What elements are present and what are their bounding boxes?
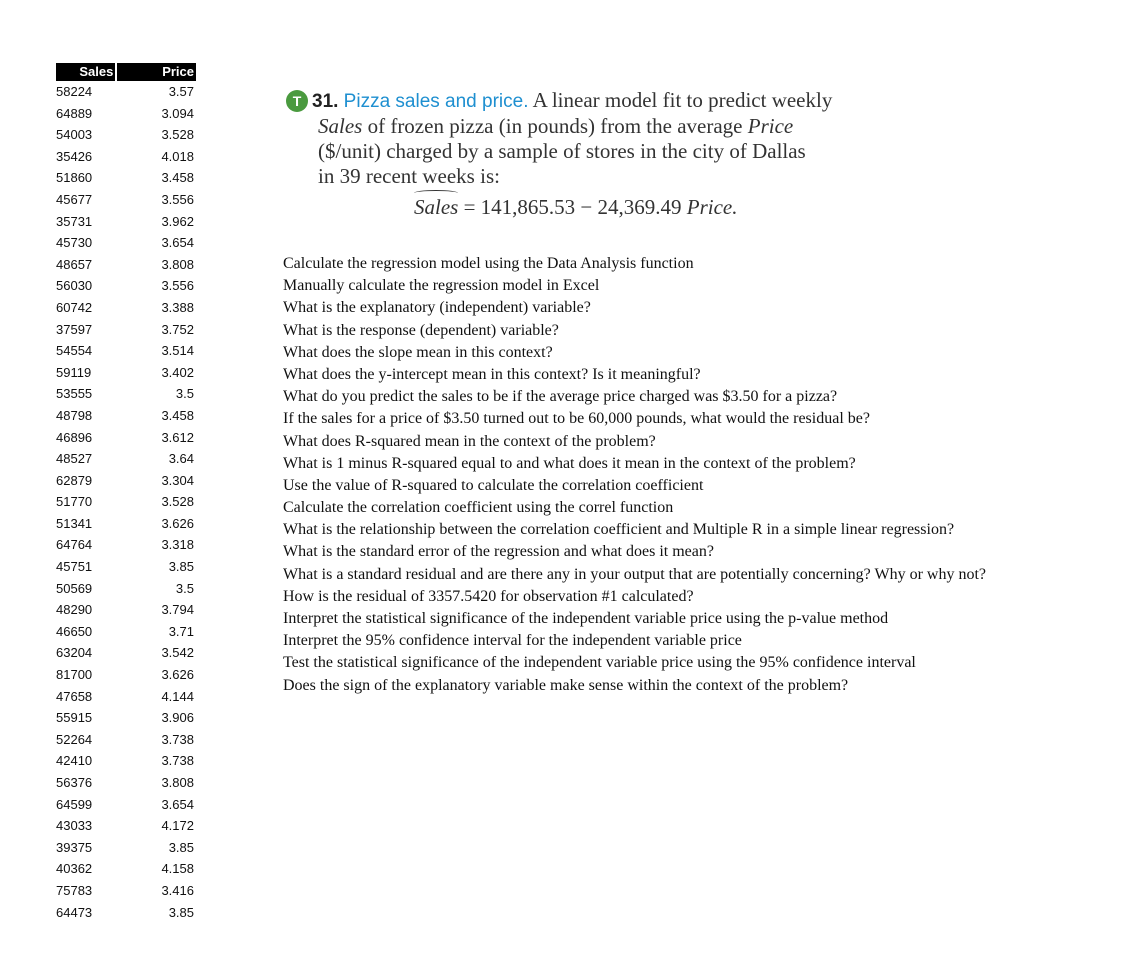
price-cell: 3.094: [161, 105, 194, 121]
price-cell: 4.018: [161, 148, 194, 164]
question-item: Calculate the regression model using the Data Analysis function: [283, 255, 694, 272]
sales-cell: 54003: [56, 127, 93, 143]
textbook-problem: [286, 88, 896, 220]
sales-cell: 40362: [56, 861, 93, 877]
regression-equation: [414, 195, 896, 220]
price-cell: 3.402: [161, 364, 194, 380]
price-cell: 3.528: [161, 127, 194, 143]
sales-cell: 43033: [56, 818, 93, 834]
problem-sales-term: Sales: [318, 114, 363, 138]
sales-cell: 51770: [56, 494, 93, 510]
table-row: [56, 707, 196, 729]
question-item: What does the slope mean in this context?: [283, 343, 553, 361]
table-row: [56, 124, 196, 146]
price-cell: 3.654: [161, 235, 194, 251]
table-row: [56, 491, 196, 513]
question-item: Use the value of R-squared to calculate the correlation coefficient: [283, 476, 704, 494]
price-cell: 3.528: [161, 494, 194, 510]
sales-cell: 59119: [56, 364, 92, 380]
sales-cell: 48290: [56, 602, 93, 618]
equation-lhs: Sales: [414, 195, 459, 219]
sales-cell: 54554: [56, 343, 93, 359]
table-row: [56, 815, 196, 837]
question-item: What is a standard residual and are there any in your output that are potentially concerning? Why or why not?: [283, 565, 987, 583]
price-cell: 4.144: [161, 688, 194, 704]
price-cell: 3.794: [161, 602, 194, 618]
sales-cell: 81700: [56, 667, 93, 683]
price-cell: 3.962: [161, 213, 194, 229]
table-row: [56, 448, 196, 470]
table-row: [56, 837, 196, 859]
table-row: [56, 297, 196, 319]
question-item: What do you predict the sales to be if the average price charged was $3.50 for a pizza?: [283, 388, 838, 406]
equation-equals: =: [463, 195, 476, 219]
sales-cell: 35426: [56, 148, 93, 164]
question-item: Does the sign of the explanatory variable make sense within the context of the problem?: [283, 676, 849, 694]
price-cell: 4.158: [161, 861, 194, 877]
sales-cell: 64764: [56, 537, 93, 553]
price-cell: 3.654: [161, 796, 194, 812]
question-item: If the sales for a price of $3.50 turned out to be 60,000 pounds, what would the residual be?: [283, 410, 870, 428]
price-cell: 3.752: [161, 321, 194, 337]
sales-cell: 48657: [56, 256, 93, 272]
table-row: [56, 794, 196, 816]
price-cell: 3.906: [161, 710, 194, 726]
sales-cell: 51860: [56, 170, 93, 186]
sales-cell: 51341: [56, 515, 93, 531]
price-cell: 3.388: [161, 299, 194, 315]
question-list: [283, 253, 1103, 697]
question-item: What is the explanatory (independent) variable?: [283, 299, 591, 317]
price-cell: 3.556: [161, 278, 194, 294]
problem-text-line4: in 39 recent weeks is:: [318, 164, 500, 188]
table-row: [56, 772, 196, 794]
table-row: [56, 167, 196, 189]
problem-title: Pizza sales and price.: [343, 91, 529, 112]
problem-text-line2: of frozen pizza (in pounds) from the average: [362, 114, 748, 138]
price-cell: 3.85: [168, 904, 194, 920]
sales-cell: 52264: [56, 731, 93, 747]
table-row: [56, 621, 196, 643]
question-item: Test the statistical significance of the independent variable price using the 95% confidence interval: [283, 654, 916, 672]
price-cell: 3.57: [168, 84, 194, 99]
sales-cell: 53555: [56, 386, 93, 402]
problem-text-line1: A linear model fit to predict weekly: [532, 88, 833, 112]
price-cell: 3.458: [161, 170, 194, 186]
table-body: [56, 81, 196, 923]
table-row: [56, 405, 196, 427]
price-cell: 3.808: [161, 775, 194, 790]
price-cell: 3.612: [161, 429, 194, 445]
problem-price-term: Price: [747, 114, 794, 138]
table-row: [56, 880, 196, 902]
table-row: [56, 729, 196, 751]
question-item: What is the relationship between the correlation coefficient and Multiple R in a simple linear regression?: [283, 521, 955, 539]
price-cell: 3.416: [161, 882, 194, 898]
sales-column-header: Sales: [56, 63, 115, 81]
question-item: Calculate the correlation coefficient using the correl function: [283, 499, 674, 517]
sales-cell: 37597: [56, 321, 93, 337]
table-row: [56, 275, 196, 297]
equation-minus: −: [580, 195, 593, 219]
table-row: [56, 383, 196, 405]
table-row: [56, 146, 196, 168]
question-item: What does R-squared mean in the context of the problem?: [283, 432, 656, 450]
table-row: [56, 642, 196, 664]
price-cell: 3.5: [175, 386, 194, 402]
table-row: [56, 599, 196, 621]
sales-cell: 60742: [56, 299, 93, 315]
table-row: [56, 902, 196, 924]
table-row: [56, 211, 196, 233]
question-item: Interpret the 95% confidence interval for the independent variable price: [283, 632, 742, 650]
table-row: [56, 232, 196, 254]
question-item: What is the response (dependent) variable?: [283, 321, 559, 339]
sales-cell: 55915: [56, 710, 93, 726]
price-cell: 3.5: [175, 580, 194, 596]
question-item: How is the residual of 3357.5420 for observation #1 calculated?: [283, 587, 694, 605]
table-header-row: [56, 63, 196, 81]
table-row: [56, 254, 196, 276]
price-cell: 3.318: [161, 537, 194, 553]
sales-cell: 50569: [56, 580, 93, 596]
equation-intercept: 141,865.53: [480, 195, 576, 219]
table-row: [56, 470, 196, 492]
price-cell: 3.556: [161, 191, 194, 207]
table-row: [56, 427, 196, 449]
sales-cell: 64599: [56, 796, 93, 812]
question-item: What is the standard error of the regression and what does it mean?: [283, 543, 714, 561]
price-cell: 3.808: [161, 256, 194, 272]
problem-text-line3: ($/unit) charged by a sample of stores in the city of Dallas: [318, 139, 806, 163]
table-row: [56, 513, 196, 535]
price-cell: 3.304: [161, 472, 194, 488]
sales-cell: 46650: [56, 623, 93, 639]
question-item: What does the y-intercept mean in this context? Is it meaningful?: [283, 365, 701, 383]
price-cell: 3.542: [161, 645, 194, 661]
table-row: [56, 319, 196, 341]
sales-cell: 45730: [56, 235, 93, 251]
table-row: [56, 664, 196, 686]
sales-cell: 64889: [56, 105, 93, 121]
sales-cell: 46896: [56, 429, 93, 445]
question-item: What is 1 minus R-squared equal to and what does it mean in the context of the problem?: [283, 454, 856, 472]
table-row: [56, 103, 196, 125]
table-row: [56, 362, 196, 384]
sales-cell: 62879: [56, 472, 93, 488]
equation-var: Price.: [686, 195, 738, 219]
table-row: [56, 81, 196, 103]
table-row: [56, 750, 196, 772]
sales-cell: 56030: [56, 278, 93, 294]
sales-cell: 45677: [56, 191, 93, 207]
price-cell: 3.85: [168, 839, 194, 855]
price-column-header: Price: [117, 63, 196, 81]
sales-cell: 48527: [56, 451, 93, 467]
table-row: [56, 340, 196, 362]
sales-cell: 39375: [56, 839, 93, 855]
sales-cell: 35731: [56, 213, 93, 229]
sales-cell: 56376: [56, 775, 93, 790]
sales-price-table: [56, 63, 196, 923]
sales-cell: 47658: [56, 688, 93, 704]
question-item: Manually calculate the regression model in Excel: [283, 277, 600, 295]
table-row: [56, 578, 196, 600]
question-item: Interpret the statistical significance of the independent variable price using the p-value method: [283, 610, 889, 627]
table-row: [56, 686, 196, 708]
data-table: [56, 63, 196, 923]
tech-badge-icon: T: [286, 90, 308, 112]
price-cell: 3.738: [161, 731, 194, 747]
sales-cell: 58224: [56, 84, 93, 99]
price-cell: 3.64: [168, 451, 194, 467]
sales-cell: 63204: [56, 645, 93, 661]
sales-cell: 64473: [56, 904, 93, 920]
price-cell: 3.738: [161, 753, 194, 769]
sales-cell: 48798: [56, 407, 93, 423]
price-cell: 3.626: [161, 515, 194, 531]
price-cell: 3.514: [161, 343, 194, 359]
table-row: [56, 189, 196, 211]
price-cell: 3.626: [161, 667, 194, 683]
sales-cell: 45751: [56, 559, 93, 575]
problem-number: 31.: [312, 91, 339, 112]
price-cell: 4.172: [161, 818, 194, 834]
price-cell: 3.71: [168, 623, 194, 639]
price-cell: 3.85: [168, 559, 194, 575]
table-row: [56, 534, 196, 556]
sales-cell: 75783: [56, 882, 93, 898]
sales-cell: 42410: [56, 753, 93, 769]
equation-slope: 24,369.49: [597, 195, 682, 219]
price-cell: 3.458: [161, 407, 194, 423]
table-row: [56, 858, 196, 880]
table-row: [56, 556, 196, 578]
